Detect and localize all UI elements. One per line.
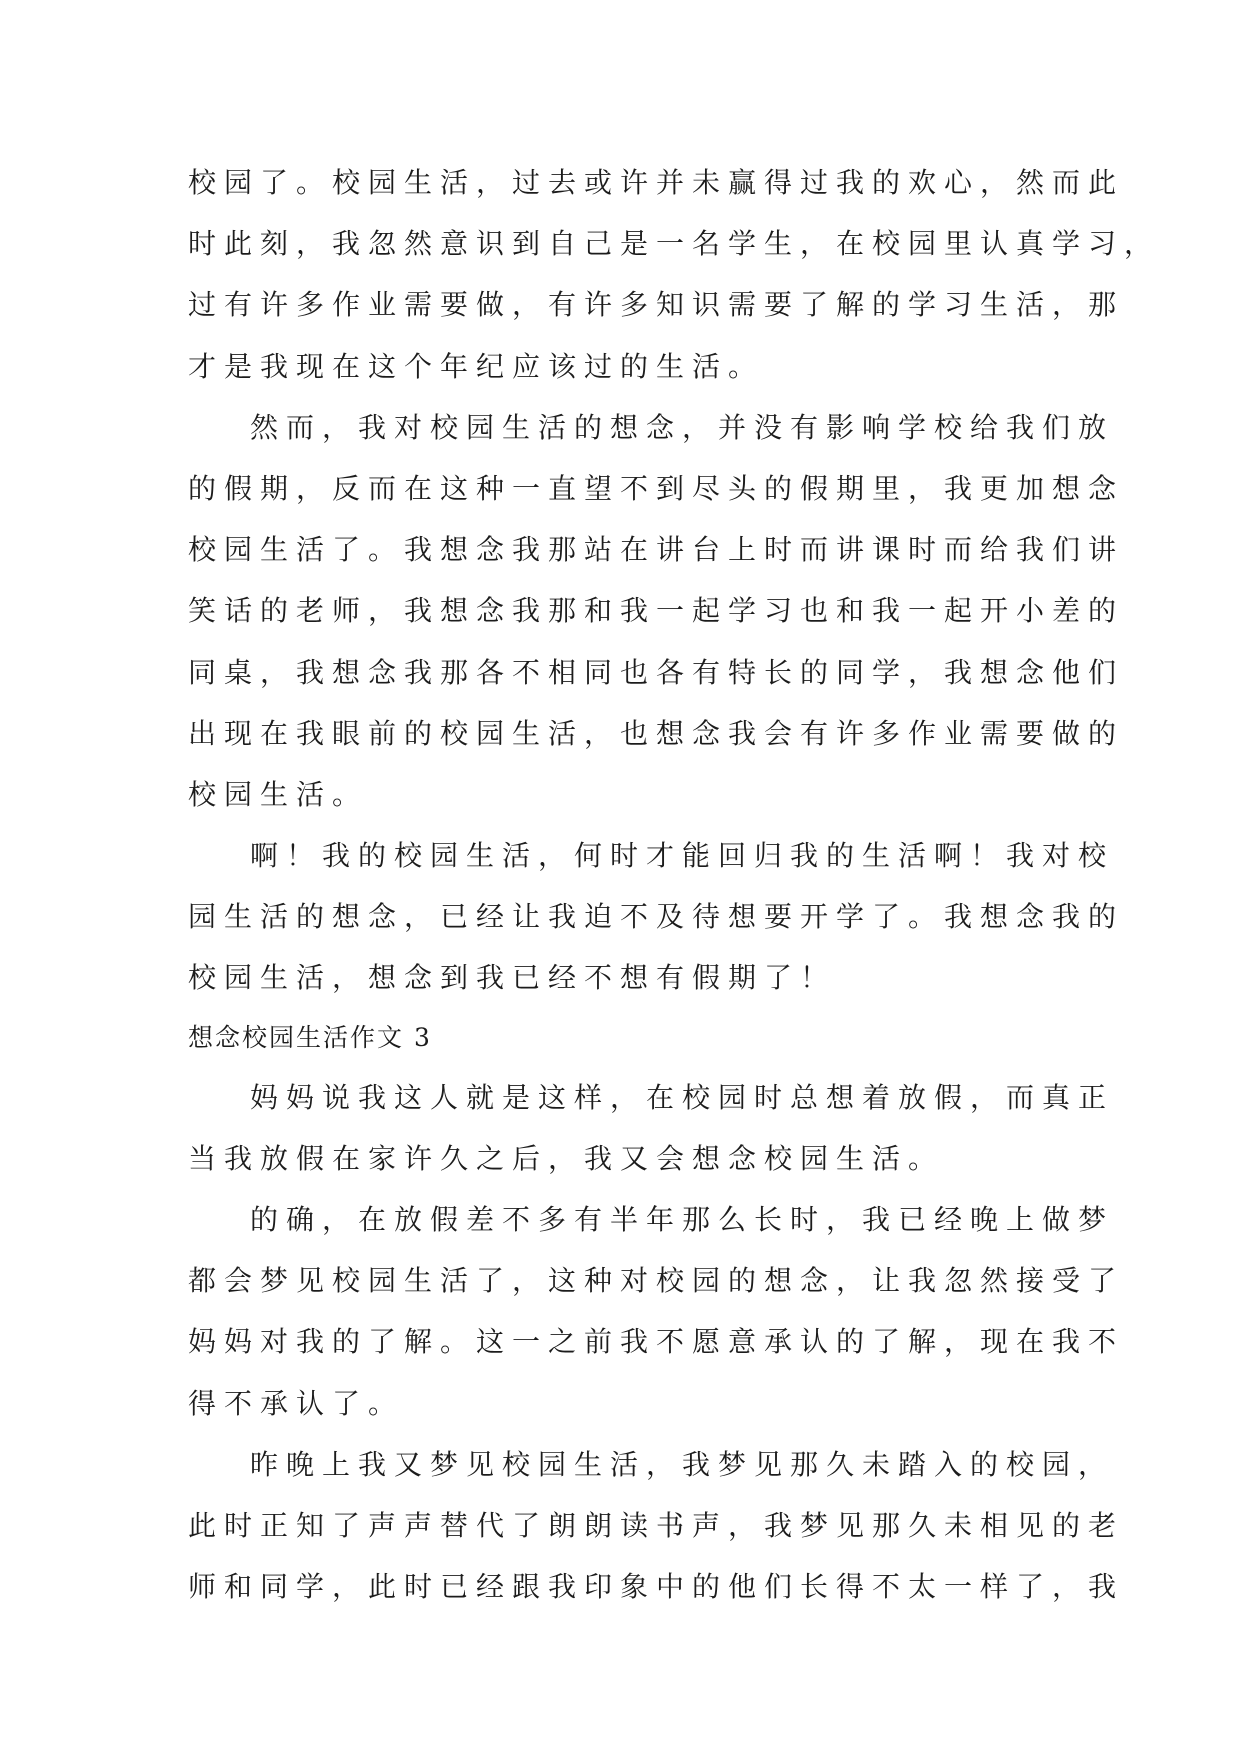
text-line: 园生活的想念，已经让我迫不及待想要开学了。我想念我的 [188,900,1125,934]
text-line: 校园生活了。我想念我那站在讲台上时而讲课时而给我们讲 [188,533,1125,567]
section-heading: 想念校园生活作文 3 [188,1022,432,1052]
text-line: 妈妈说我这人就是这样，在校园时总想着放假，而真正 [250,1080,1115,1114]
text-line: 笑话的老师，我想念我那和我一起学习也和我一起开小差的 [188,594,1125,628]
document-body [188,152,1161,1617]
text-line: 时此刻，我忽然意识到自己是一名学生，在校园里认真学习， [188,227,1161,261]
text-line: 啊！我的校园生活，何时才能回归我的生活啊！我对校 [250,839,1115,873]
text-line: 校园了。校园生活，过去或许并未赢得过我的欢心，然而此 [188,166,1125,199]
text-line: 妈妈对我的了解。这一之前我不愿意承认的了解，现在我不 [188,1325,1125,1359]
text-line: 校园生活，想念到我已经不想有假期了！ [188,961,837,995]
text-line: 当我放假在家许久之后，我又会想念校园生活。 [188,1141,945,1175]
text-line: 都会梦见校园生活了，这种对校园的想念，让我忽然接受了 [188,1264,1125,1298]
text-line: 同桌，我想念我那各不相同也各有特长的同学，我想念他们 [188,655,1125,689]
text-line: 的确，在放假差不多有半年那么长时，我已经晚上做梦 [250,1203,1115,1236]
text-line: 师和同学，此时已经跟我印象中的他们长得不太一样了，我 [188,1570,1125,1604]
text-line: 校园生活。 [188,777,369,811]
text-line: 出现在我眼前的校园生活，也想念我会有许多作业需要做的 [188,716,1125,750]
text-line: 昨晚上我又梦见校园生活，我梦见那久未踏入的校园， [250,1447,1115,1481]
text-line: 然而，我对校园生活的想念，并没有影响学校给我们放 [250,410,1115,444]
text-line: 的假期，反而在这种一直望不到尽头的假期里，我更加想念 [188,471,1125,505]
text-line: 才是我现在这个年纪应该过的生活。 [188,349,765,383]
text-line: 此时正知了声声替代了朗朗读书声，我梦见那久未相见的老 [188,1508,1125,1542]
text-line: 得不承认了。 [188,1386,405,1420]
text-line: 过有许多作业需要做，有许多知识需要了解的学习生活，那 [188,288,1125,322]
